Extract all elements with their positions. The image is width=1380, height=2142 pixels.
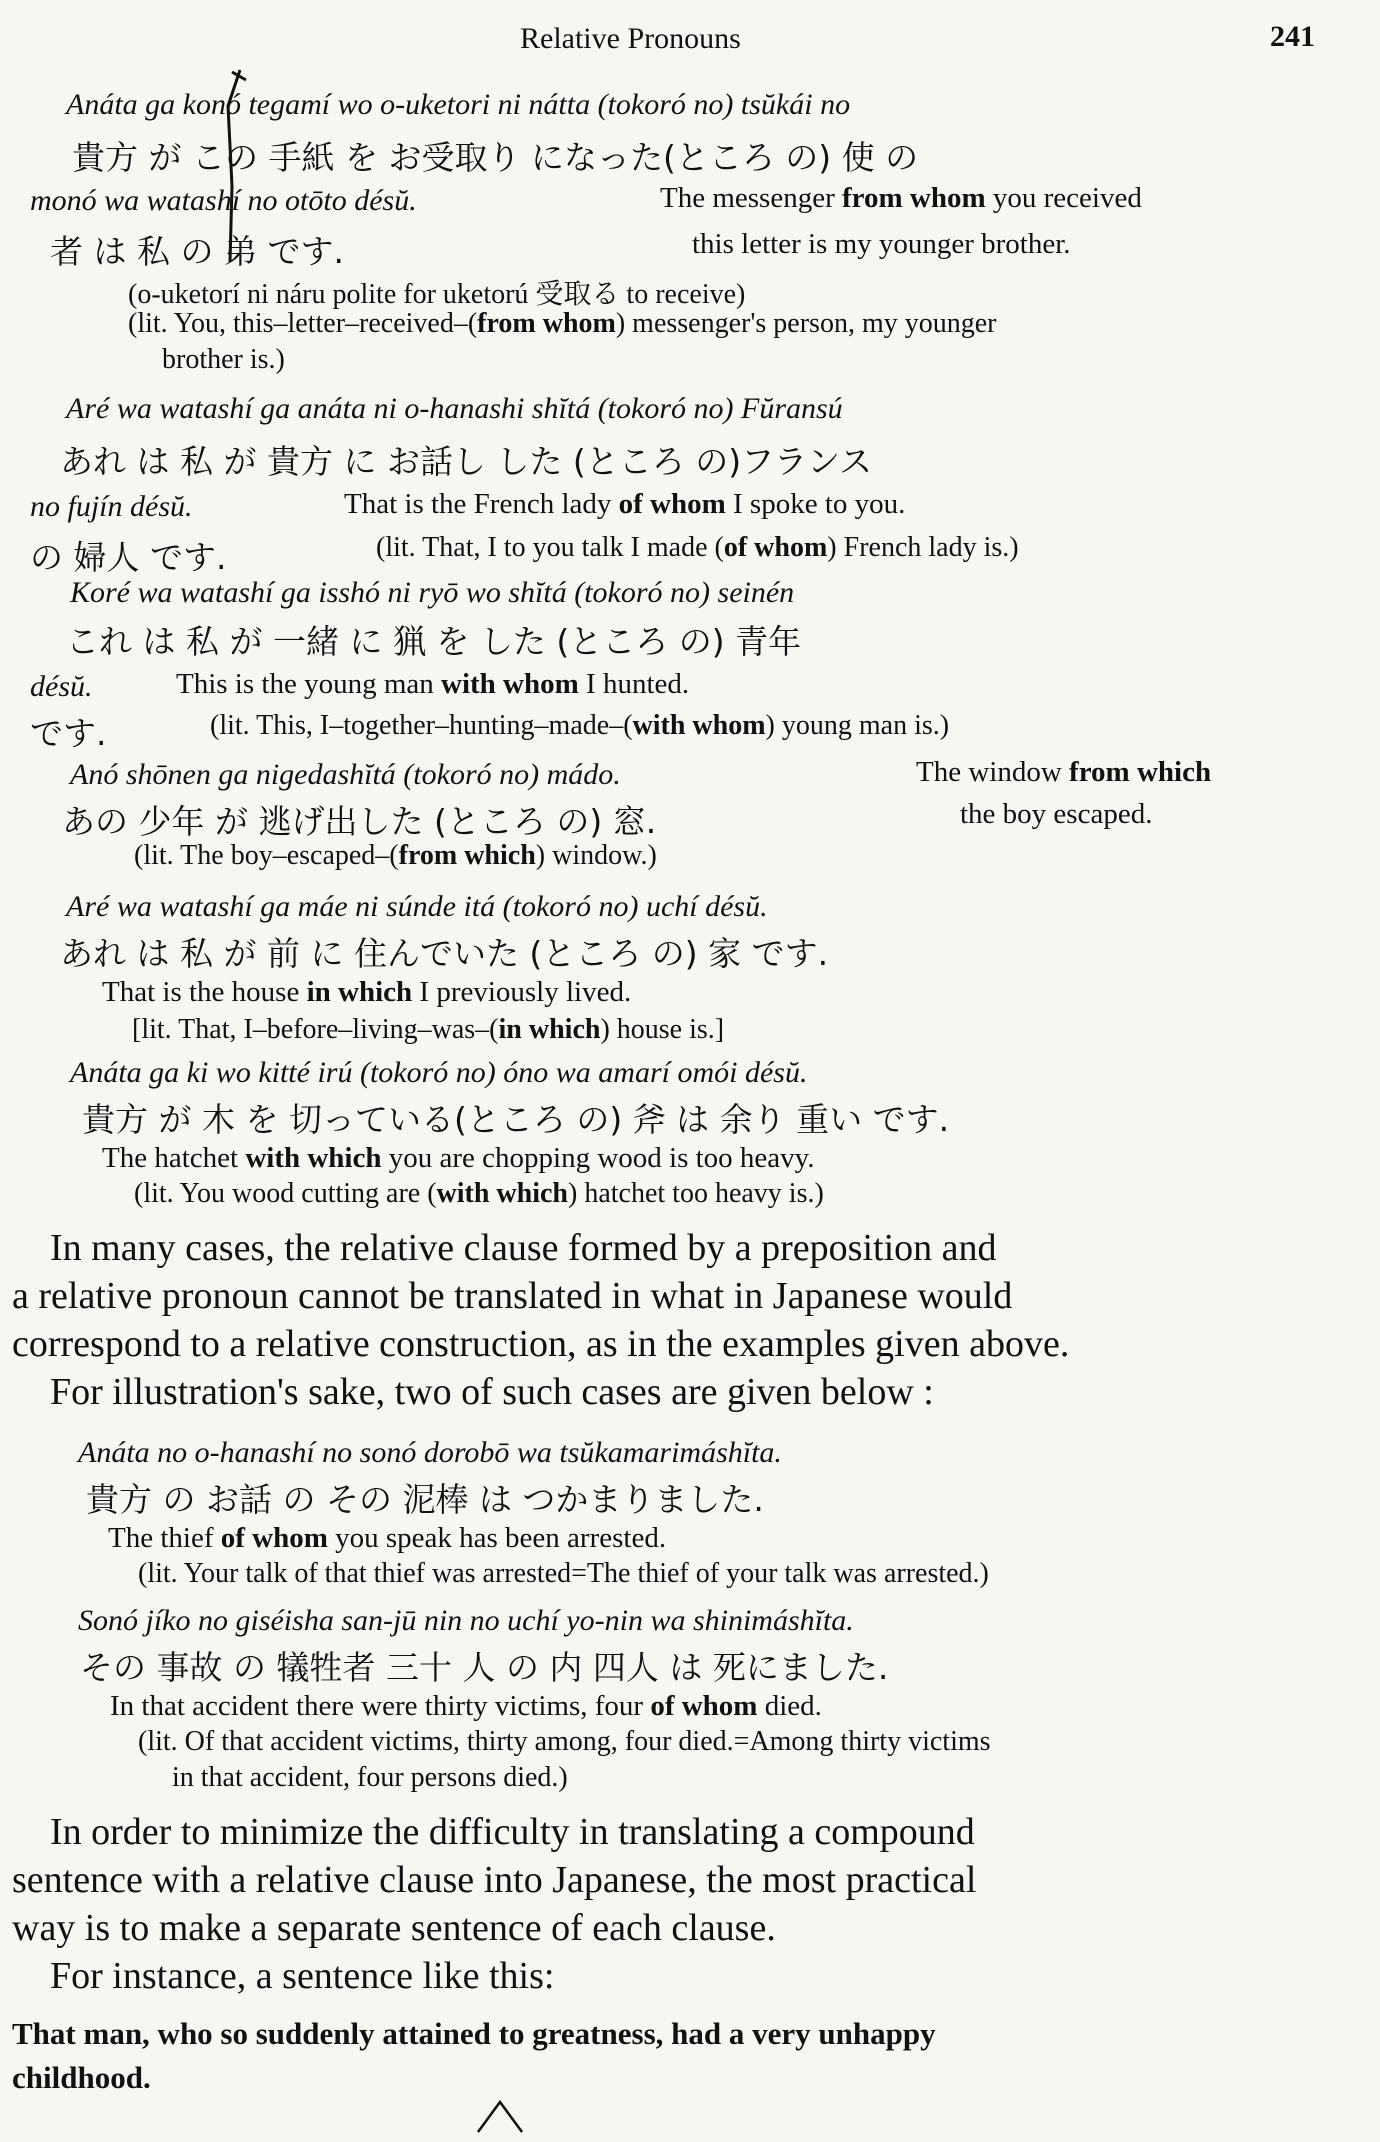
romaji-line: monó wa watashí no otōto désŭ.	[30, 184, 417, 217]
romaji-line: Sonó jíko no giséisha san-jū nin no uchí yo-nin wa shinimáshĭta.	[78, 1604, 854, 1637]
literal-translation: (lit. That, I to you talk I made (of whom) French lady is.)	[376, 532, 1019, 563]
page-number: 241	[1270, 20, 1315, 53]
literal-translation: brother is.)	[162, 344, 285, 375]
example-4	[30, 758, 1360, 878]
literal-translation: (lit. This, I–together–hunting–made–(with whom) young man is.)	[210, 710, 950, 741]
romaji-line: Koré wa watashí ga isshó ni ryō wo shĭtá (tokoró no) seinén	[70, 576, 795, 609]
example-6	[30, 1056, 1360, 1216]
paragraph-line: In order to minimize the difficulty in translating a compound	[50, 1811, 975, 1853]
example-3	[30, 576, 1360, 753]
body-paragraph	[12, 1808, 1362, 2000]
paragraph-line: sentence with a relative clause into Japanese, the most practical	[12, 1859, 977, 1901]
literal-translation: (lit. You, this–letter–received–(from whom) messenger's person, my younger	[128, 308, 997, 339]
english-translation: The hatchet with which you are chopping wood is too heavy.	[102, 1142, 815, 1174]
japanese-line: あの 少年 が 逃げ出した (ところ の) 窓.	[62, 802, 657, 841]
paragraph-line: For illustration's sake, two of such cases are given below :	[50, 1371, 934, 1413]
sentence-line: That man, who so suddenly attained to greatness, had a very unhappy	[12, 2016, 936, 2051]
romaji-line: Anó shōnen ga nigedashĭtá (tokoró no) mádo.	[70, 758, 621, 791]
paragraph-line: In many cases, the relative clause formed by a preposition and	[50, 1227, 997, 1269]
english-translation: The messenger from whom you received	[660, 182, 1142, 214]
japanese-line: です.	[30, 714, 107, 753]
paragraph-line: correspond to a relative construction, as in the examples given above.	[12, 1323, 1070, 1365]
romaji-line: Anáta ga konó tegamí wo o-uketori ni nátta (tokoró no) tsŭkái no	[66, 88, 851, 121]
english-translation: That is the house in which I previously lived.	[102, 976, 632, 1008]
note: (o-uketorí ni náru polite for uketorú 受取る to receive)	[128, 279, 746, 310]
paragraph-line: For instance, a sentence like this:	[50, 1955, 555, 1997]
english-translation: In that accident there were thirty victims, four of whom died.	[110, 1690, 822, 1722]
paragraph-line: a relative pronoun cannot be translated in what in Japanese would	[12, 1275, 1013, 1317]
example-5	[30, 890, 1360, 1050]
page-header	[0, 14, 1380, 64]
romaji-line: désŭ.	[30, 670, 93, 703]
english-translation: This is the young man with whom I hunted.	[176, 668, 690, 700]
english-translation: this letter is my younger brother.	[692, 228, 1071, 260]
literal-translation: (lit. Of that accident victims, thirty among, four died.=Among thirty victims	[138, 1726, 991, 1757]
japanese-line: 貴方 が 木 を 切っている(ところ の) 斧 は 余り 重い です.	[82, 1100, 950, 1139]
romaji-line: Anáta no o-hanashí no sonó dorobō wa tsŭkamarimáshĭta.	[78, 1436, 782, 1469]
caret-mark	[470, 2096, 530, 2136]
romaji-line: Anáta ga ki wo kitté irú (tokoró no) óno wa amarí omói désŭ.	[70, 1056, 808, 1089]
japanese-line: 者 は 私 の 弟 です.	[50, 232, 344, 271]
japanese-line: 貴方 の お話 の その 泥棒 は つかまりました.	[86, 1480, 764, 1519]
literal-translation: (lit. Your talk of that thief was arrested=The thief of your talk was arrested.)	[138, 1558, 989, 1589]
sentence-line: childhood.	[12, 2060, 151, 2095]
literal-translation: [lit. That, I–before–living–was–(in which) house is.]	[132, 1014, 725, 1045]
example-7	[30, 1436, 1360, 1589]
japanese-line: あれ は 私 が 前 に 住んでいた (ところ の) 家 です.	[60, 934, 829, 973]
romaji-line: Aré wa watashí ga máe ni súnde itá (tokoró no) uchí désŭ.	[66, 890, 768, 923]
literal-translation: (lit. You wood cutting are (with which) hatchet too heavy is.)	[134, 1178, 824, 1209]
english-translation: That is the French lady of whom I spoke to you.	[344, 488, 906, 520]
handwritten-mark	[218, 66, 258, 266]
japanese-line: これ は 私 が 一緒 に 猟 を した (ところ の) 青年	[66, 622, 802, 661]
example-8	[30, 1604, 1360, 1804]
japanese-line: あれ は 私 が 貴方 に お話し した (ところ の)フランス	[60, 442, 873, 481]
example-2	[30, 392, 1360, 577]
japanese-line: 貴方 が この 手紙 を お受取り になった(ところ の) 使 の	[72, 138, 919, 177]
example-sentence	[12, 2012, 1362, 2100]
english-translation: The window from which	[916, 756, 1212, 788]
running-title: Relative Pronouns	[520, 22, 741, 55]
romaji-line: no fujín désŭ.	[30, 490, 193, 523]
japanese-line: その 事故 の 犠牲者 三十 人 の 内 四人 は 死にました.	[80, 1648, 889, 1687]
body-paragraph	[12, 1224, 1362, 1416]
english-translation: The thief of whom you speak has been arrested.	[108, 1522, 667, 1554]
literal-translation: in that accident, four persons died.)	[172, 1762, 568, 1793]
japanese-line: の 婦人 です.	[30, 538, 227, 577]
literal-translation: (lit. The boy–escaped–(from which) window.)	[134, 840, 657, 871]
romaji-line: Aré wa watashí ga anáta ni o-hanashi shĭtá (tokoró no) Fŭransú	[66, 392, 843, 425]
paragraph-line: way is to make a separate sentence of each clause.	[12, 1907, 776, 1949]
english-translation: the boy escaped.	[960, 798, 1153, 830]
